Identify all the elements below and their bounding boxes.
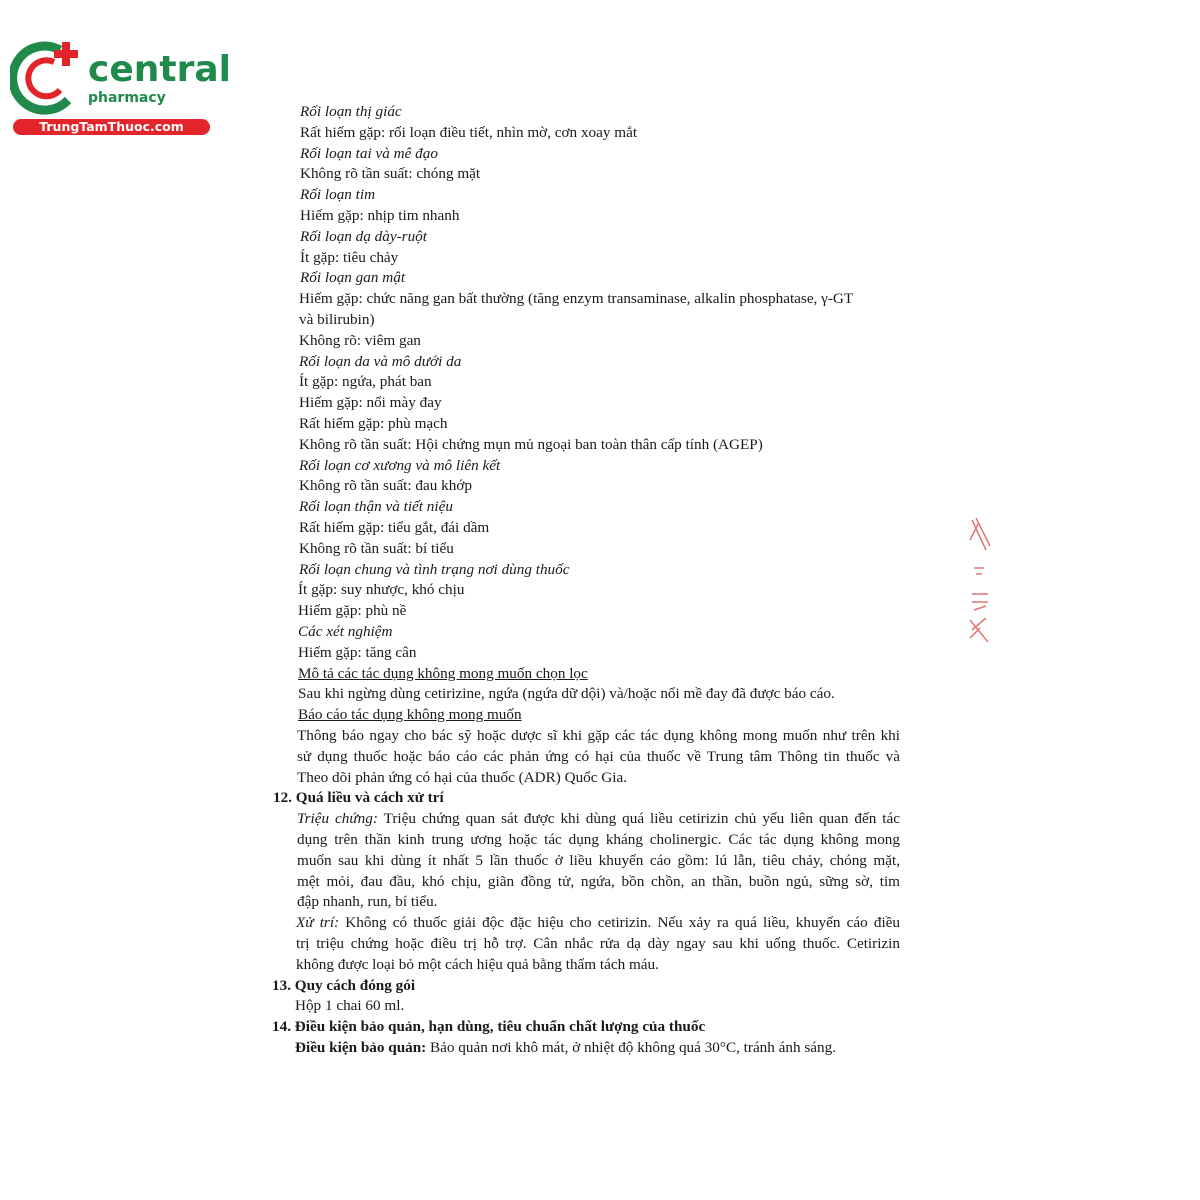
text-line: [299, 288, 853, 309]
text-line: [297, 767, 627, 788]
central-pharmacy-logo: [10, 38, 231, 138]
text-line: [297, 746, 900, 767]
line-text: Mô tả các tác dụng không mong muốn chọn lọc: [298, 664, 588, 682]
text-line: [299, 330, 421, 351]
line-text: sử dụng thuốc hoặc báo cáo các phản ứng có hại của thuốc về Trung tâm Thông tin thuốc và: [297, 747, 900, 765]
line-text: Hiếm gặp: nhịp tim nhanh: [300, 207, 460, 224]
line-text: Rối loạn cơ xương và mô liên kết: [299, 456, 501, 474]
line-text: Thông báo ngay cho bác sỹ hoặc dược sĩ khi gặp các tác dụng không mong muốn như trên khi: [297, 727, 900, 744]
text-line: [298, 642, 417, 663]
line-text: Không có thuốc giải độc đặc hiệu cho cetirizin. Nếu xảy ra quá liều, khuyến cáo điều: [339, 914, 900, 932]
line-text: Sau khi ngừng dùng cetirizine, ngứa (ngứa dữ dội) và/hoặc nổi mề đay đã được báo cáo.: [298, 685, 835, 703]
red-stamp-mark: [966, 510, 996, 645]
line-text: Rối loạn chung và tình trạng nơi dùng thuốc: [299, 560, 570, 578]
text-line: [299, 392, 442, 413]
line-text: Các xét nghiệm: [298, 623, 393, 640]
line-text: và bilirubin): [299, 311, 375, 328]
line-text: muốn sau khi dùng ít nhất 5 lần thuốc ở liều khuyến cáo gồm: lú lẫn, tiêu chảy, chóng mặt,: [297, 851, 900, 869]
line-text: Không rõ tần suất: đau khớp: [299, 477, 472, 495]
text-line: [299, 413, 447, 434]
subheading: [299, 455, 500, 476]
text-line: [295, 995, 404, 1016]
text-line: [299, 309, 375, 330]
text-line: [300, 122, 637, 143]
text-line: [297, 808, 900, 829]
section-heading: [272, 975, 415, 996]
line-text: Hộp 1 chai 60 ml.: [295, 997, 405, 1015]
subheading: [299, 351, 461, 372]
line-text: Rối loạn da và mô dưới da: [299, 352, 462, 370]
text-line: [299, 475, 472, 496]
line-text: Rối loạn tai và mê đạo: [300, 144, 438, 162]
line-text: không được loại bỏ một cách hiệu quả bằng thẩm tách máu.: [296, 955, 659, 973]
line-text: 12. Quá liều và cách xử trí: [273, 789, 444, 807]
line-text: Rối loạn thị giác: [300, 103, 402, 120]
section-heading: [272, 1016, 705, 1037]
subheading: [300, 101, 402, 122]
line-text: Rất hiếm gặp: rối loạn điều tiết, nhìn mờ, cơn xoay mắt: [300, 123, 638, 141]
line-text: dụng trên thần kinh trung ương hoặc tác dụng kháng cholinergic. Các tác dụng không mong: [297, 831, 900, 848]
underlined-heading: [298, 704, 522, 725]
text-line: [297, 725, 900, 746]
subheading: [300, 143, 438, 164]
line-text: Ít gặp: tiêu chảy: [300, 248, 399, 266]
line-text: Không rõ tần suất: Hội chứng mụn mủ ngoại ban toàn thân cấp tính (AGEP): [299, 435, 763, 453]
text-line: [296, 933, 900, 954]
line-text: Rối loạn gan mật: [300, 269, 406, 287]
line-text: Không rõ tần suất: bí tiểu: [299, 539, 454, 557]
text-line: [296, 912, 900, 933]
text-line: [295, 1037, 836, 1058]
line-text: trị triệu chứng hoặc điều trị hỗ trợ. Cân nhắc rửa dạ dày ngay sau khi uống thuốc. Cetirizin: [296, 935, 900, 952]
line-text: Hiếm gặp: tăng cân: [298, 643, 417, 661]
logo-brand: central: [88, 49, 231, 90]
line-text: đập nhanh, run, bí tiểu.: [297, 893, 438, 911]
text-line: [299, 517, 489, 538]
text-line: [297, 829, 900, 850]
text-line: [299, 538, 454, 559]
line-text: Không rõ tần suất: chóng mặt: [300, 165, 481, 183]
line-text: mệt mỏi, đau đầu, khó chịu, giãn đồng tử, ngứa, bồn chồn, an thần, buồn ngủ, sững sờ, tim: [297, 872, 900, 890]
line-text: 14. Điều kiện bảo quản, hạn dùng, tiêu chuẩn chất lượng của thuốc: [272, 1018, 706, 1036]
text-line: [299, 434, 763, 455]
subheading: [299, 496, 453, 517]
line-text: Rối loạn dạ dày-ruột: [300, 227, 427, 245]
inline-bold-label: Điều kiện bảo quản:: [295, 1039, 427, 1056]
line-text: Rất hiếm gặp: tiểu gắt, đái dầm: [299, 519, 490, 536]
subheading: [299, 559, 570, 580]
line-text: Ít gặp: suy nhược, khó chịu: [298, 581, 465, 599]
line-text: Không rõ: viêm gan: [299, 331, 421, 349]
line-text: Ít gặp: ngứa, phát ban: [299, 373, 432, 391]
section-heading: [273, 787, 444, 808]
subheading: [300, 226, 427, 247]
line-text: Báo cáo tác dụng không mong muốn: [298, 706, 522, 724]
subheading: [298, 621, 392, 642]
line-text: Hiếm gặp: phù nề: [298, 602, 407, 620]
line-text: Rối loạn tim: [300, 186, 376, 204]
line-text: Hiếm gặp: nổi mày đay: [299, 394, 442, 412]
line-text: 13. Quy cách đóng gói: [272, 976, 416, 994]
line-text: Theo dõi phản ứng có hại của thuốc (ADR) Quốc Gia.: [297, 768, 628, 786]
text-line: [298, 579, 464, 600]
inline-label: Xử trí:: [296, 914, 340, 932]
text-line: [297, 891, 437, 912]
line-text: Bảo quản nơi khô mát, ở nhiệt độ không quá 30°C, tránh ánh sáng.: [426, 1039, 837, 1056]
text-line: [300, 163, 480, 184]
logo-site-link: TrungTamThuoc.com: [13, 119, 210, 135]
text-line: [297, 871, 900, 892]
line-text: Hiếm gặp: chức năng gan bất thường (tăng enzym transaminase, alkalin phosphatase, γ-GT: [299, 290, 854, 308]
underlined-heading: [298, 663, 588, 684]
text-line: [296, 954, 659, 975]
text-line: [300, 205, 459, 226]
text-line: [298, 600, 406, 621]
pharmacy-cross-c-icon: [10, 38, 90, 118]
text-line: [299, 371, 432, 392]
subheading: [300, 267, 405, 288]
text-line: [300, 247, 398, 268]
text-line: [298, 683, 835, 704]
inline-label: Triệu chứng:: [297, 810, 378, 828]
logo-sub: pharmacy: [88, 90, 166, 106]
line-text: Rất hiếm gặp: phù mạch: [299, 415, 448, 432]
subheading: [300, 184, 375, 205]
line-text: Rối loạn thận và tiết niệu: [299, 498, 453, 516]
text-line: [297, 850, 900, 871]
line-text: Triệu chứng quan sát được khi dùng quá liều cetirizin chủ yếu liên quan đến tác: [377, 810, 900, 828]
